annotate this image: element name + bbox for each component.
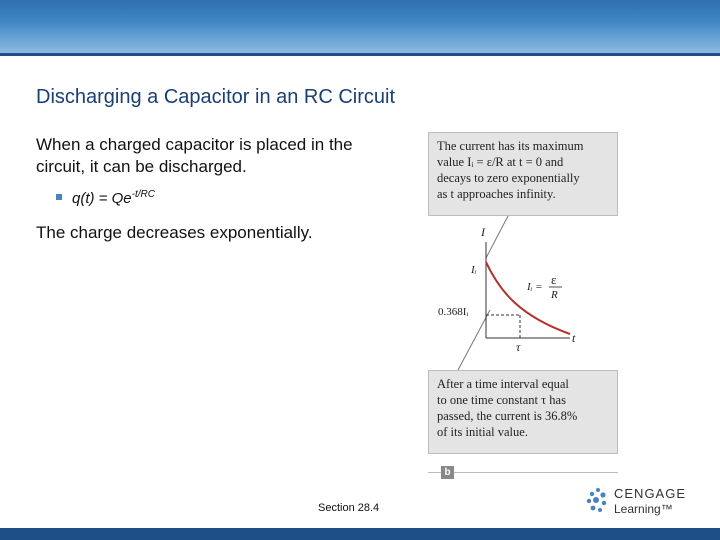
bottom-callout: [428, 370, 618, 454]
footer-band: [0, 528, 720, 540]
bottom-callout-line: to one time constant τ has: [437, 393, 566, 407]
bottom-callout-line: of its initial value.: [437, 425, 528, 439]
bottom-callout-line: After a time interval equal: [437, 377, 569, 391]
initial-value-label: Iᵢ: [471, 264, 477, 276]
header-band: [0, 0, 720, 53]
equation-text: q(t) = Qe: [72, 190, 132, 207]
cengage-mark-icon: [584, 486, 610, 516]
equation-exponent: -t/RC: [131, 189, 155, 200]
current-decay-figure: [428, 130, 618, 482]
bullet-equation: [56, 189, 155, 207]
top-callout-line: decays to zero exponentially: [437, 171, 580, 185]
body-text-decrease: The charge decreases exponentially.: [36, 223, 313, 242]
cengage-logo: [584, 484, 694, 520]
top-callout-line: as t approaches infinity.: [437, 187, 556, 201]
logo-word-learning: Learning™: [614, 502, 673, 516]
top-callout-line: The current has its maximum: [437, 139, 584, 153]
formula-lhs: Iᵢ =: [527, 281, 543, 293]
tau-label: τ: [516, 340, 521, 354]
logo-word-cengage: CENGAGE: [614, 486, 687, 501]
formula-denominator: R: [551, 289, 558, 301]
y-axis-label: I: [481, 225, 485, 239]
fraction-label: 0.368Iᵢ: [438, 306, 469, 318]
panel-label: b: [441, 466, 454, 479]
formula-numerator: ε: [551, 272, 557, 287]
header-divider: [0, 53, 720, 56]
bottom-callout-line: passed, the current is 36.8%: [437, 409, 578, 423]
bottom-leader-line: [458, 310, 490, 370]
bullet-square-icon: [56, 194, 62, 200]
figure-rule: [428, 472, 618, 473]
top-leader-line: [486, 216, 508, 258]
section-footer: Section 28.4: [318, 502, 380, 514]
x-axis-label: t: [572, 331, 576, 345]
body-text-intro: When a charged capacitor is placed in the circuit, it can be discharged.: [36, 135, 353, 176]
slide-title: Discharging a Capacitor in an RC Circuit: [36, 86, 396, 108]
top-callout-line: value Iᵢ = ε/R at t = 0 and: [437, 155, 564, 169]
top-callout: [428, 132, 618, 216]
